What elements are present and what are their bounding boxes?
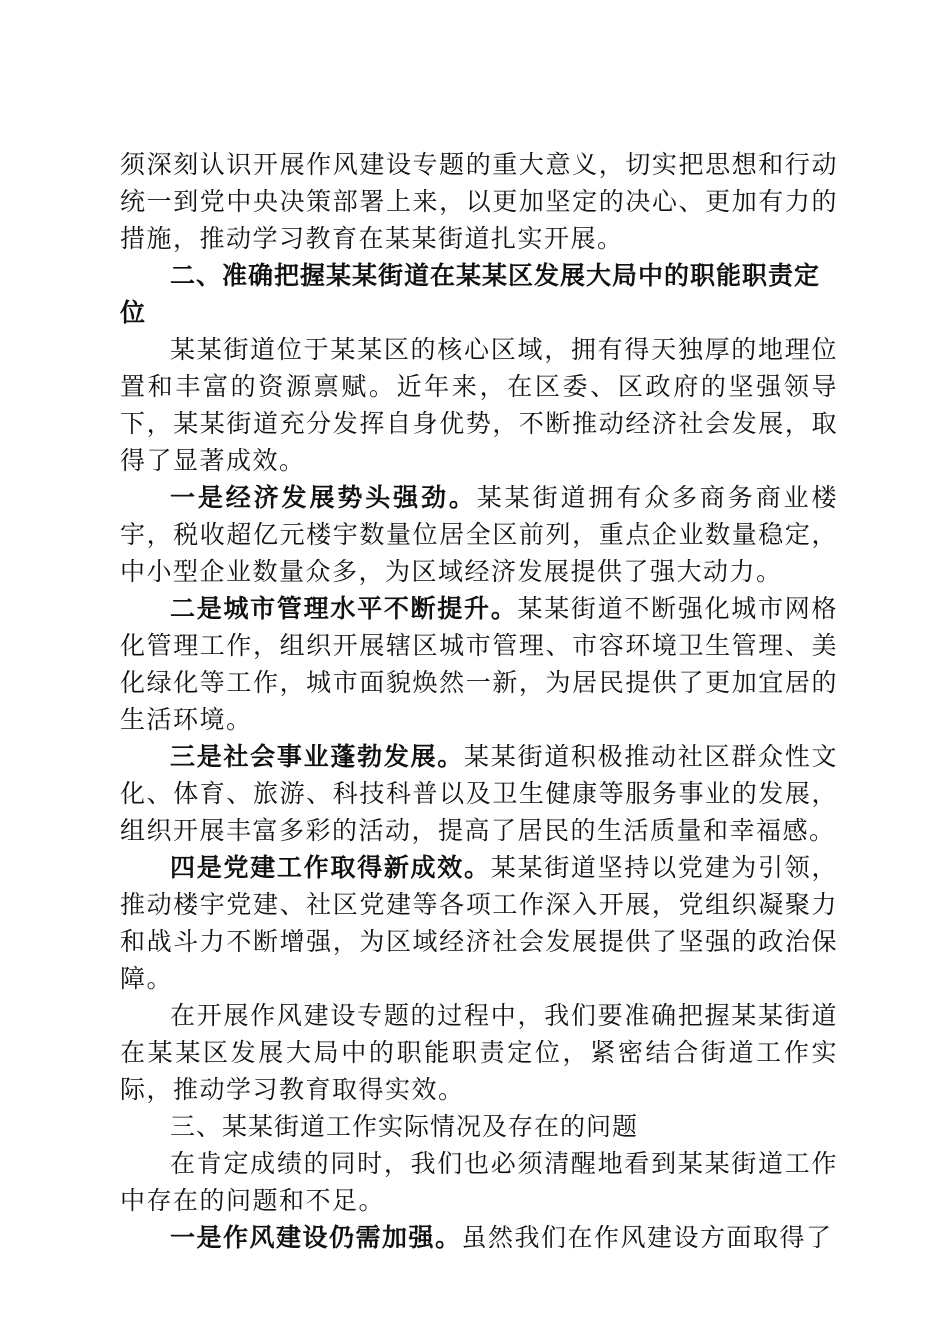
section-heading-3: 三、某某街道工作实际情况及存在的问题: [170, 1112, 639, 1141]
paragraph-social: [120, 738, 838, 849]
lead-city-management: 二是城市管理水平不断提升。: [170, 594, 518, 623]
lead-economy: 一是经济发展势头强劲。: [170, 483, 477, 512]
paragraph-continuation: 须深刻认识开展作风建设专题的重大意义，切实把思想和行动统一到党中央决策部署上来，以更加坚定的决心、更加有力的措施，推动学习教育在某某街道扎实开展。: [120, 150, 838, 253]
body-social: 某某街道积极推动社区群众性文化、体育、旅游、科技科普以及卫生健康等服务事业的发展，组织开展丰富多彩的活动，提高了居民的生活质量和幸福感。: [120, 742, 838, 845]
body-city-management: 某某街道不断强化城市网格化管理工作，组织开展辖区城市管理、市容环境卫生管理、美化绿化等工作，城市面貌焕然一新，为居民提供了更加宜居的生活环境。: [120, 594, 838, 734]
paragraph-summary: 在开展作风建设专题的过程中，我们要准确把握某某街道在某某区发展大局中的职能职责定位，紧密结合街道工作实际，推动学习教育取得实效。: [120, 1001, 838, 1104]
body-party-building: 某某街道坚持以党建为引领，推动楼宇党建、社区党建等各项工作深入开展，党组织凝聚力和战斗力不断增强，为区域经济社会发展提供了坚强的政治保障。: [120, 853, 838, 993]
paragraph-economy: [120, 479, 838, 590]
lead-social: 三是社会事业蓬勃发展。: [170, 742, 465, 771]
lead-party-building: 四是党建工作取得新成效。: [170, 853, 491, 882]
body-economy: 某某街道拥有众多商务商业楼宇，税收超亿元楼宇数量位居全区前列，重点企业数量稳定，中小型企业数量众多，为区域经济发展提供了强大动力。: [120, 483, 838, 586]
lead-style-building: 一是作风建设仍需加强。: [170, 1223, 462, 1252]
section-heading-2: 二、准确把握某某街道在某某区发展大局中的职能职责定位: [120, 261, 821, 327]
paragraph-intro: 某某街道位于某某区的核心区域，拥有得天独厚的地理位置和丰富的资源禀赋。近年来，在区委、区政府的坚强领导下，某某街道充分发挥自身优势，不断推动经济社会发展，取得了显著成效。: [120, 335, 838, 475]
body-style-building: 虽然我们在作风建设方面取得了: [461, 1223, 833, 1252]
paragraph-problems-intro: 在肯定成绩的同时，我们也必须清醒地看到某某街道工作中存在的问题和不足。: [120, 1149, 838, 1215]
paragraph-party-building: [120, 849, 838, 997]
paragraph-city-management: [120, 590, 838, 738]
paragraph-style-building: [120, 1219, 838, 1256]
document-page: [120, 146, 838, 1256]
